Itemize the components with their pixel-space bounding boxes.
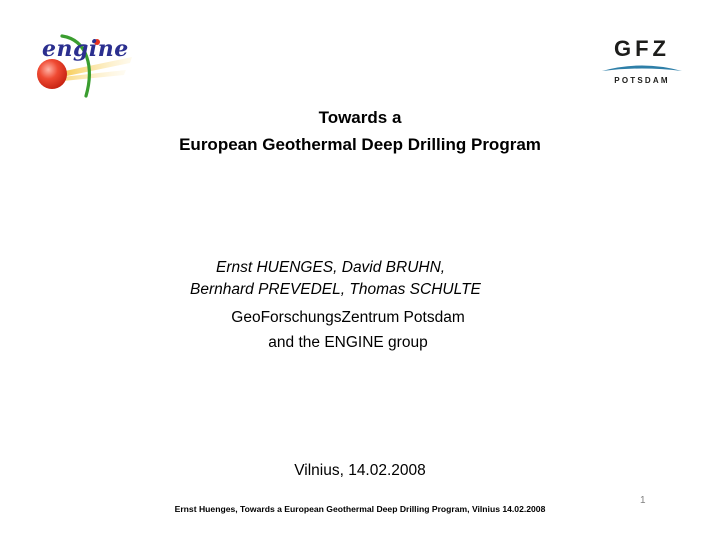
gfz-logo-text: GFZ (614, 36, 670, 61)
affiliation-line-2: and the ENGINE group (268, 334, 428, 351)
authors-line-2: Bernhard PREVEDEL, Thomas SCHULTE (190, 281, 481, 298)
gfz-logo-swoosh (602, 66, 682, 72)
gfz-logo (598, 34, 686, 86)
engine-logo-ball (37, 59, 67, 89)
page-number: 1 (640, 495, 646, 506)
gfz-logo-subtext: POTSDAM (614, 76, 670, 85)
affiliation-line-1: GeoForschungsZentrum Potsdam (231, 309, 465, 326)
title-line-1: Towards a (318, 108, 402, 127)
authors-line-1: Ernst HUENGES, David BRUHN, (216, 259, 446, 276)
title-line-2: European Geothermal Deep Drilling Program (179, 135, 541, 154)
footer: Ernst Huenges, Towards a European Geothermal Deep Drilling Program, Vilnius 14.02.2008 (174, 504, 546, 514)
engine-logo-text: engine (42, 36, 129, 62)
place-date: Vilnius, 14.02.2008 (294, 462, 426, 479)
engine-logo (30, 30, 135, 100)
